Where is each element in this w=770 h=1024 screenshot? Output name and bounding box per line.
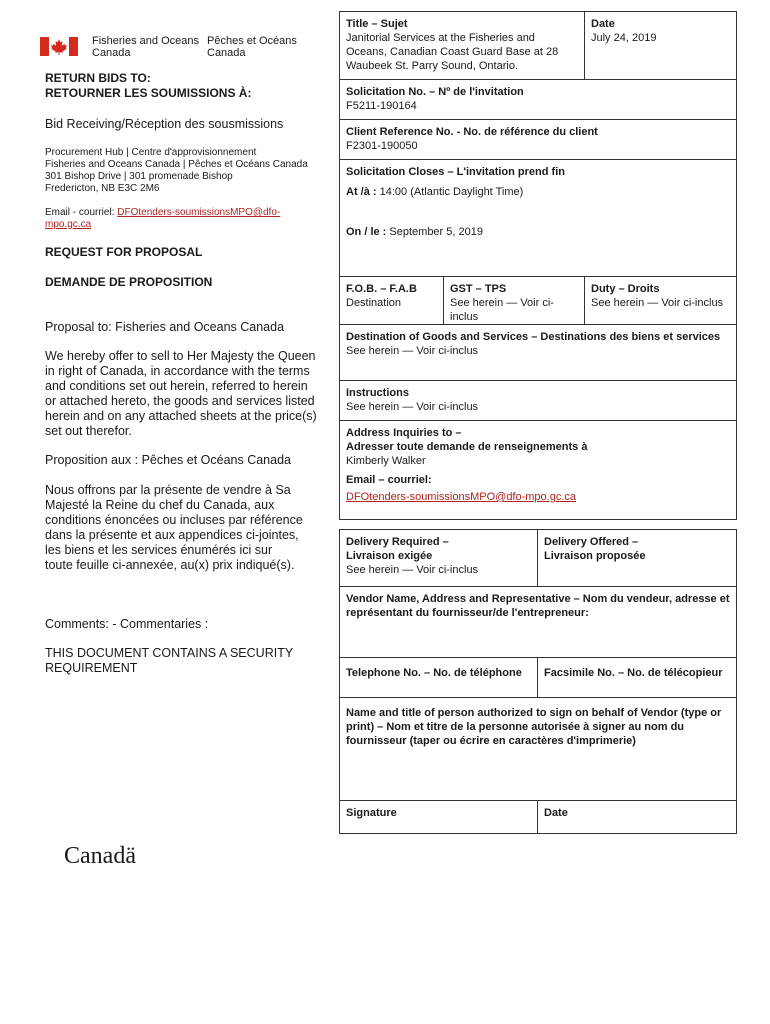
demande-de-proposition-title: DEMANDE DE PROPOSITION (45, 275, 213, 289)
department-name-en-line1: Fisheries and Oceans (92, 35, 199, 47)
telephone-label: Telephone No. – No. de téléphone (346, 667, 522, 679)
date-label: Date (591, 18, 615, 30)
duty-label: Duty – Droits (591, 283, 660, 295)
duty-cell (585, 277, 736, 315)
address-line-1: Procurement Hub | Centre d'approvisionnement (45, 147, 257, 158)
security-requirement-notice: THIS DOCUMENT CONTAINS A SECURITY REQUIREMENT (45, 646, 293, 675)
date-value: July 24, 2019 (591, 32, 657, 44)
address-line-2: Fisheries and Oceans Canada | Pêches et Océans Canada (45, 159, 308, 170)
client-reference-cell (340, 120, 736, 158)
procurement-address (45, 147, 308, 195)
return-bids-fr: RETOURNER LES SOUMISSIONS À: (45, 86, 252, 100)
offer-statement-en: We hereby offer to sell to Her Majesty the Queen in right of Canada, in accordance with the terms and conditions set out herein, referred to herein or attached hereto, the goods and services listed herein and on any attached sheets at the price(s) set out therefor. (45, 349, 317, 438)
telephone-field[interactable] (340, 658, 537, 685)
closing-time-label: At /à : (346, 186, 380, 198)
instructions-cell (340, 381, 736, 419)
solicitation-number-label: Solicitation No. – Nº de l'invitation (346, 86, 524, 98)
closing-date-label: On / le : (346, 226, 390, 238)
offer-statement-fr: Nous offrons par la présente de vendre à Sa Majesté la Reine du chef du Canada, aux conditions énoncées ou incluses par référence dans la présente et aux appendices ci-jointes, les biens et les services énumérés ici sur toute feuille ci-annexée, au(x) prix indiqué(s). (45, 483, 303, 572)
solicitation-closes-label: Solicitation Closes – L'invitation prend fin (346, 166, 565, 178)
solicitation-number-value: F5211-190164 (346, 100, 417, 112)
inquiries-label-line2: Adresser toute demande de renseignements à (346, 441, 588, 453)
instructions-label: Instructions (346, 387, 409, 399)
duty-value: See herein — Voir ci-inclus (591, 297, 724, 309)
delivery-required-cell (340, 530, 537, 582)
delivery-offered-label: Delivery Offered – Livraison proposée (544, 536, 646, 562)
inquiries-cell (340, 421, 736, 509)
signature-field[interactable] (340, 801, 537, 825)
solicitation-number-cell (340, 80, 736, 118)
delivery-required-value: See herein — Voir ci-inclus (346, 564, 479, 576)
department-name-en (92, 35, 199, 59)
destination-label: Destination of Goods and Services – Destinations des biens et services (346, 331, 721, 343)
inquiries-email-label: Email – courriel: (346, 474, 432, 486)
destination-cell (340, 325, 736, 363)
return-bids-en: RETURN BIDS TO: (45, 71, 151, 85)
department-name-en-line2: Canada (92, 47, 131, 59)
title-value: Janitorial Services at the Fisheries and Oceans, Canadian Coast Guard Base at 28 Waubeek St. Parry Sound, Ontario. (346, 32, 559, 72)
closing-date-value: September 5, 2019 (389, 226, 483, 238)
signature-date-field[interactable] (538, 801, 736, 825)
fob-cell (340, 277, 443, 315)
request-for-proposal-title: REQUEST FOR PROPOSAL (45, 245, 203, 259)
signature-label: Signature (346, 807, 397, 819)
client-reference-label: Client Reference No. - No. de référence du client (346, 126, 598, 138)
title-cell (340, 12, 584, 78)
vendor-name-field[interactable] (340, 587, 736, 625)
destination-value: See herein — Voir ci-inclus (346, 345, 479, 357)
instructions-value: See herein — Voir ci-inclus (346, 401, 479, 413)
return-email (45, 207, 280, 231)
signature-date-label: Date (544, 807, 568, 819)
canada-flag-icon (40, 37, 78, 56)
delivery-required-label: Delivery Required – Livraison exigée (346, 536, 449, 562)
solicitation-closes-cell (340, 160, 736, 244)
inquiries-contact-name: Kimberly Walker (346, 455, 426, 467)
authorized-person-field[interactable] (340, 698, 736, 753)
return-email-link-part1[interactable]: DFOtenders-soumissionsMPO@dfo- (117, 207, 281, 218)
inquiries-email-link[interactable]: DFOtenders-soumissionsMPO@dfo-mpo.gc.ca (346, 491, 577, 503)
proposal-to-en: Proposal to: Fisheries and Oceans Canada (45, 320, 285, 334)
return-email-label: Email - courriel: (45, 207, 118, 218)
title-label: Title – Sujet (346, 18, 408, 30)
facsimile-field[interactable] (538, 658, 736, 685)
bid-receiving-label: Bid Receiving/Réception des sousmissions (45, 117, 284, 131)
gst-label: GST – TPS (450, 283, 507, 295)
proposal-to-fr: Proposition aux : Pêches et Océans Canada (45, 453, 291, 467)
gst-cell (444, 277, 584, 329)
fob-value: Destination (346, 297, 402, 309)
delivery-offered-cell[interactable] (538, 530, 736, 568)
return-bids-heading (45, 71, 251, 101)
address-line-3: 301 Bishop Drive | 301 promenade Bishop (45, 171, 233, 182)
return-email-link-part2[interactable]: mpo.gc.ca (45, 219, 92, 230)
client-reference-value: F2301-190050 (346, 140, 418, 152)
inquiries-label-line1: Address Inquiries to – (346, 427, 462, 439)
gst-value: See herein — Voir ci-inclus (450, 297, 554, 323)
canada-wordmark: Canadä (64, 843, 136, 869)
department-name-fr (207, 35, 297, 59)
date-cell (585, 12, 735, 50)
department-name-fr-line2: Canada (207, 47, 246, 59)
address-line-4: Fredericton, NB E3C 2M6 (45, 183, 160, 194)
authorized-person-label: Name and title of person authorized to sign on behalf of Vendor (type or print) – Nom et titre de la personne autorisée à signer au nom du fournisseur (taper ou écrire en caractères d'imprimerie) (346, 707, 722, 747)
fob-label: F.O.B. – F.A.B (346, 283, 417, 295)
facsimile-label: Facsimile No. – No. de télécopieur (544, 667, 723, 679)
vendor-name-label: Vendor Name, Address and Representative – Nom du vendeur, adresse et représentant du fournisseur/de l'entrepreneur: (346, 593, 730, 619)
closing-time-value: 14:00 (Atlantic Daylight Time) (379, 186, 524, 198)
department-name-fr-line1: Pêches et Océans (207, 35, 297, 47)
comments-label: Comments: - Commentaries : (45, 617, 209, 631)
